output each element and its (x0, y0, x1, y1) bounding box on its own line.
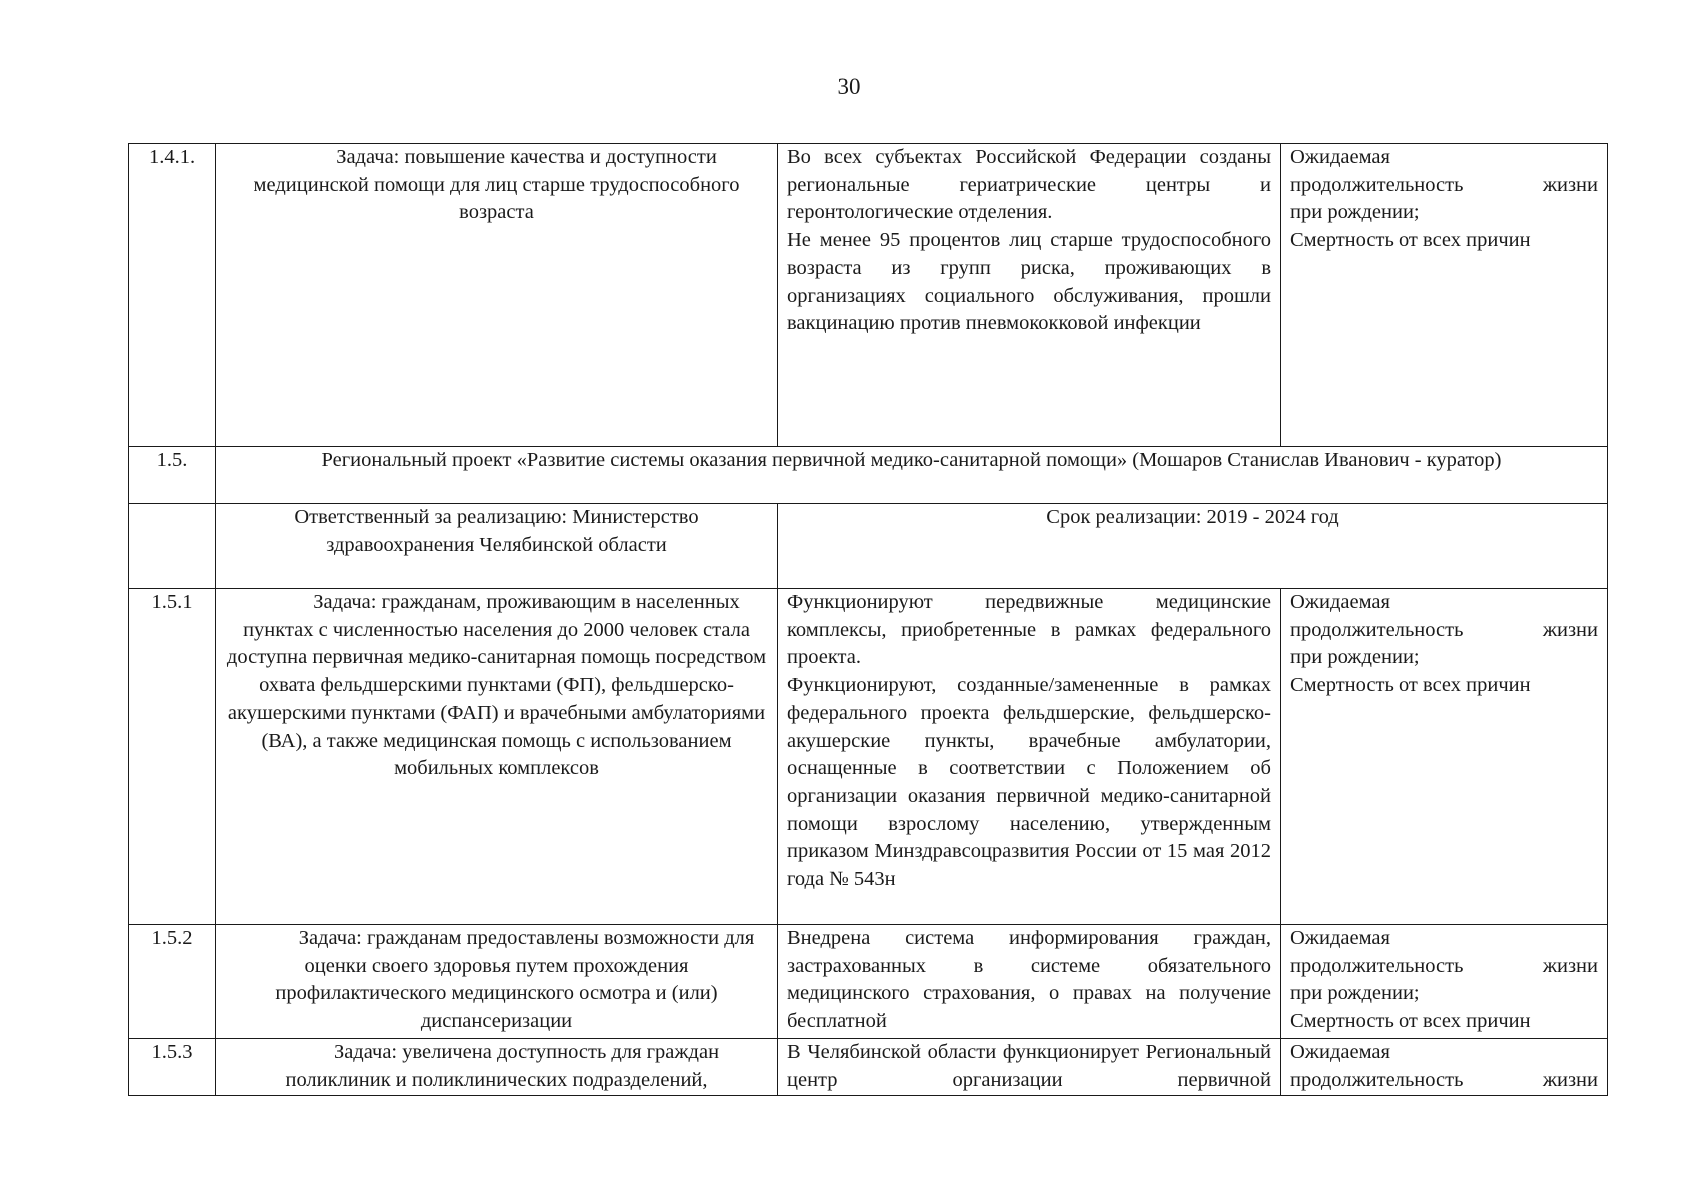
table-row (129, 589, 1608, 925)
result-text: Функционируют передвижные медицинские комплексы, приобретенные в рамках федерального проекта. (787, 591, 1271, 669)
task-cell (216, 925, 778, 1039)
indicator-cell (1281, 144, 1608, 447)
table-row (129, 447, 1608, 504)
task-text: Задача: повышение качества и доступности медицинской помощи для лиц старше трудоспособного возраста (253, 146, 740, 224)
task-cell (216, 589, 778, 925)
row-number: 1.5.2 (129, 925, 216, 1039)
project-title: Региональный проект «Развитие системы оказания первичной медико-санитарной помощи» (Мошаров Станислав Иванович - куратор) (216, 447, 1608, 504)
empty-cell (129, 504, 216, 589)
indicator-cell (1281, 1039, 1608, 1096)
indicator-text: при рождении; (1290, 646, 1420, 669)
result-text: Не менее 95 процентов лиц старше трудоспособного возраста из групп риска, проживающих в организациях социального обслуживания, прошли вакцинацию против пневмококковой инфекции (787, 229, 1271, 335)
indicator-text: Смертность от всех причин (1290, 1010, 1531, 1033)
responsible-cell: Ответственный за реализацию: Министерство здравоохранения Челябинской области (216, 504, 778, 589)
table-row (129, 504, 1608, 589)
indicator-text: продолжительность жизни (1290, 618, 1598, 641)
indicator-text: продолжительность жизни (1290, 1068, 1598, 1091)
result-cell (778, 589, 1281, 925)
indicator-cell (1281, 589, 1608, 925)
page-number: 30 (837, 74, 861, 99)
task-cell (216, 144, 778, 447)
indicator-text: Смертность от всех причин (1290, 674, 1531, 697)
indicator-text: Ожидаемая (1290, 146, 1390, 168)
result-cell (778, 925, 1281, 1039)
row-number: 1.5.1 (129, 589, 216, 925)
indicator-text: Ожидаемая (1290, 1041, 1390, 1063)
indicator-text: продолжительность жизни (1290, 954, 1598, 977)
task-text: Задача: гражданам, проживающим в населенных пунктах с численностью населения до 2000 человек стала доступна первичная медико-санитарная помощь посредством охвата фельдшерскими пунктами (ФП), фельдшерско-акушерскими пунктами (ФАП) и врачебными амбулаториями (ВА), а также медицинская помощь с использованием мобильных комплексов (226, 591, 767, 780)
plan-table (128, 143, 1608, 1096)
result-text: Функционируют, созданные/замененные в рамках федерального проекта фельдшерские, фельдшерско-акушерские пункты, врачебные амбулатории, оснащенные в соответствии с Положением об организации оказания первичной медико-санитарной помощи взрослому населению, утвержденным приказом Минздравсоцразвития России от 15 мая 2012 года № 543н (787, 674, 1271, 891)
result-text: Внедрена система информирования граждан, застрахованных в системе обязательного медицинского страхования, о правах на получение бесплатной (787, 927, 1271, 1033)
task-text: Задача: увеличена доступность для граждан поликлиник и поликлинических подразделений, (285, 1041, 720, 1091)
task-text: Задача: гражданам предоставлены возможности для оценки своего здоровья путем прохождения профилактического медицинского осмотра и (или) диспансеризации (275, 927, 755, 1033)
result-text: Во всех субъектах Российской Федерации созданы региональные гериатрические центры и геронтологические отделения. (787, 146, 1271, 224)
row-number: 1.5.3 (129, 1039, 216, 1096)
table-row (129, 925, 1608, 1039)
indicator-text: Смертность от всех причин (1290, 229, 1531, 252)
task-cell (216, 1039, 778, 1096)
table-row (129, 1039, 1608, 1096)
indicator-text: при рождении; (1290, 982, 1420, 1005)
result-cell (778, 144, 1281, 447)
result-cell (778, 1039, 1281, 1096)
indicator-text: при рождении; (1290, 201, 1420, 224)
indicator-cell (1281, 925, 1608, 1039)
term-cell: Срок реализации: 2019 - 2024 год (778, 504, 1608, 589)
indicator-text: Ожидаемая (1290, 927, 1390, 949)
row-number: 1.5. (129, 447, 216, 504)
indicator-text: продолжительность жизни (1290, 173, 1598, 196)
result-text: В Челябинской области функционирует Региональный центр организации первичной (787, 1041, 1271, 1091)
indicator-text: Ожидаемая (1290, 591, 1390, 613)
row-number: 1.4.1. (129, 144, 216, 447)
table-row (129, 144, 1608, 447)
